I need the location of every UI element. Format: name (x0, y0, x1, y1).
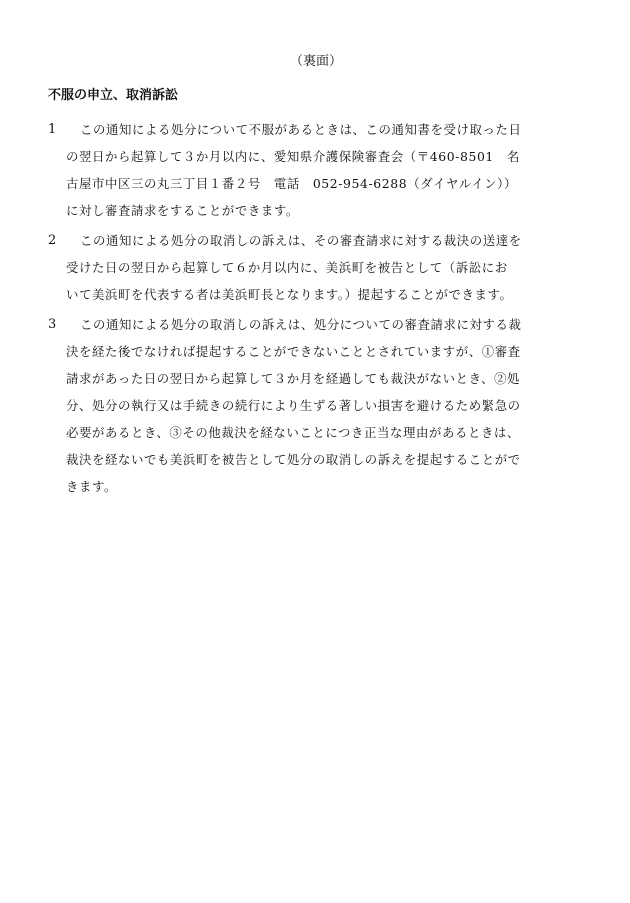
item-line: この通知による処分の取消しの訴えは、処分についての審査請求に対する裁 (80, 317, 522, 332)
item-line: 必要があるとき、③その他裁決を経ないことにつき正当な理由があるときは、 (66, 425, 520, 440)
item-line: 分、処分の執行又は手続きの続行により生ずる著しい損害を避けるため緊急の (66, 398, 521, 413)
item-line: 受けた日の翌日から起算して６か月以内に、美浜町を被告として（訴訟にお (66, 260, 508, 275)
item-line: きます。 (66, 479, 117, 494)
section-title: 不服の申立、取消訴訟 (48, 88, 179, 103)
item-line: 古屋市中区三の丸三丁目１番２号 電話 052-954-6288（ダイヤルイン）） (66, 176, 517, 191)
item-number: 2 (48, 233, 57, 248)
item-number: 3 (48, 317, 57, 332)
list-item (48, 227, 588, 308)
item-line: この通知による処分について不服があるときは、この通知書を受け取った日 (80, 122, 522, 137)
item-line: 裁決を経ないでも美浜町を被告として処分の取消しの訴えを提起することがで (66, 452, 521, 467)
item-line: いて美浜町を代表する者は美浜町長となります。）提起することができます。 (66, 287, 513, 302)
item-list (48, 116, 588, 503)
page-header: （裏面） (289, 54, 342, 69)
item-line: 請求があった日の翌日から起算して３か月を経過しても裁決がないとき、②処 (66, 371, 521, 386)
list-item (48, 311, 588, 500)
item-number: 1 (48, 122, 57, 137)
item-line: この通知による処分の取消しの訴えは、その審査請求に対する裁決の送達を (80, 233, 522, 248)
item-line: 決を経た後でなければ提起することができないこととされていますが、①審査 (66, 344, 521, 359)
list-item (48, 116, 588, 224)
item-line: に対し審査請求をすることができます。 (66, 203, 299, 218)
item-line: の翌日から起算して３か月以内に、愛知県介護保険審査会（〒460-8501 名 (66, 149, 520, 164)
